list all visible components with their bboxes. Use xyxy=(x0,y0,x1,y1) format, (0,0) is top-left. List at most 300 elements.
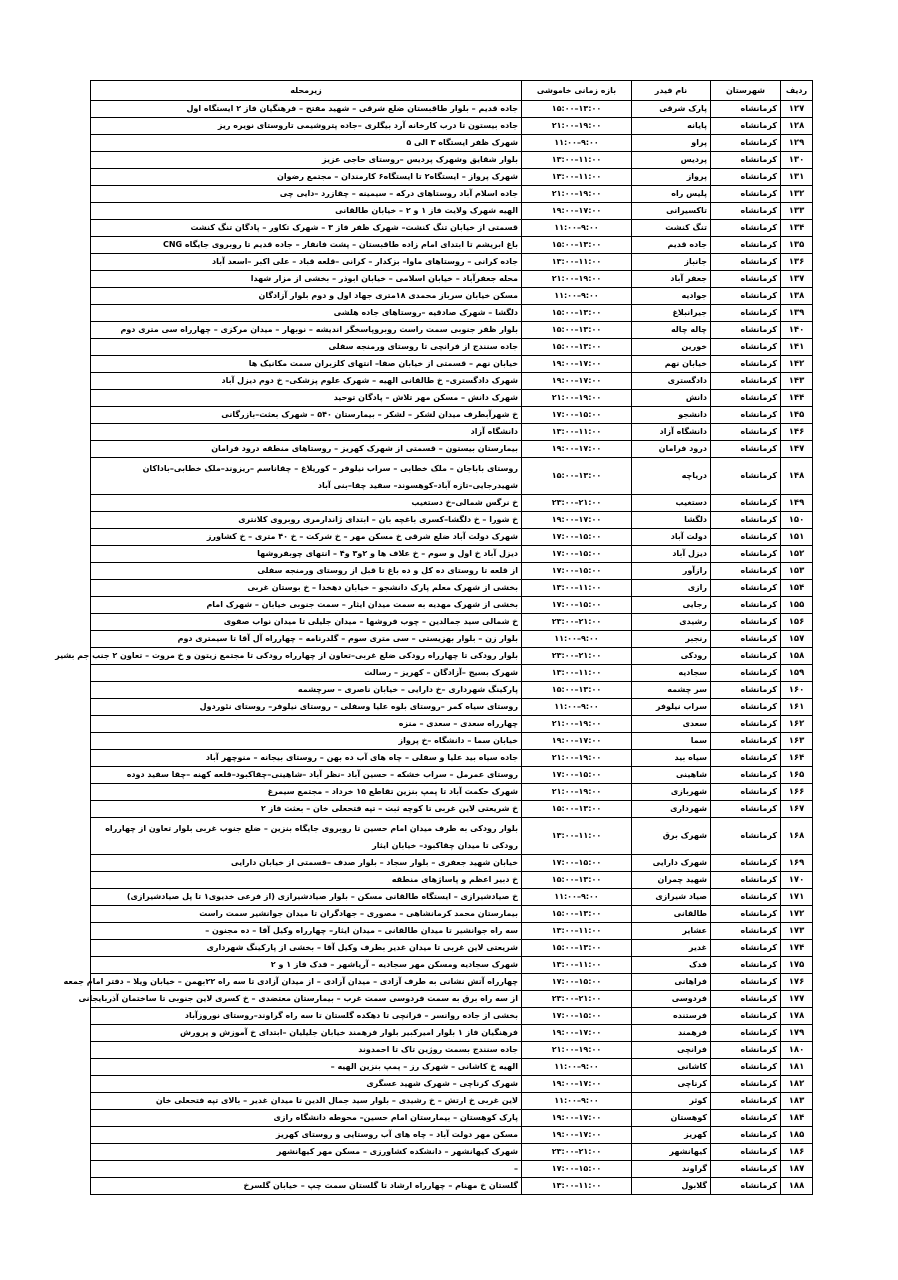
sub-area-cell: خیابان شهید جعفری – بلوار سجاد – بلوار صدف –قسمتی از خیابان دارایی xyxy=(91,855,522,872)
table-row xyxy=(91,1059,813,1076)
sub-area-cell: بخشی از جاده روانسر – فرانچی تا دهکده گلستان تا سه راه گراوند–روستای نوروزآباد xyxy=(91,1008,522,1025)
sub-area-cell: الهیه شهرک ولایت فاز ۱ و ۲ – خیابان طالقانی xyxy=(91,203,522,220)
outage-time-cell: ۹:۰۰–۱۱:۰۰ xyxy=(522,889,632,906)
city-cell: کرمانشاه xyxy=(711,1076,781,1093)
outage-time-cell: ۱۵:۰۰–۱۷:۰۰ xyxy=(522,1161,632,1178)
table-row xyxy=(91,631,813,648)
city-cell: کرمانشاه xyxy=(711,1127,781,1144)
table-row xyxy=(91,906,813,923)
city-cell: کرمانشاه xyxy=(711,495,781,512)
outage-time-cell: ۱۳:۰۰–۱۵:۰۰ xyxy=(522,339,632,356)
table-row xyxy=(91,441,813,458)
city-cell: کرمانشاه xyxy=(711,563,781,580)
row-number-cell: ۱۲۹ xyxy=(781,135,813,152)
feeder-name-cell: جیرانبلاغ xyxy=(632,305,711,322)
sub-area-cell: جاده کرانی – روستاهای ماوا– بزکدار – کرانی –قلعه قباد – علی اکبر –اسعد آباد xyxy=(91,254,522,271)
city-cell: کرمانشاه xyxy=(711,716,781,733)
city-cell: کرمانشاه xyxy=(711,339,781,356)
sub-area-cell: از قلعه تا روستای ده کل و ده باغ تا قبل از روستای ورمنجه سفلی xyxy=(91,563,522,580)
feeder-name-cell: دریاچه xyxy=(632,458,711,495)
row-number-cell: ۱۶۷ xyxy=(781,801,813,818)
row-number-cell: ۱۵۸ xyxy=(781,648,813,665)
sub-area-cell: از سه راه برق به سمت فردوسی سمت غرب – بیمارستان معتضدی – خ کسری لاین جنوبی تا ساختمان آذربایجانی xyxy=(91,991,522,1008)
city-cell: کرمانشاه xyxy=(711,1178,781,1195)
row-number-cell: ۱۶۴ xyxy=(781,750,813,767)
city-cell: کرمانشاه xyxy=(711,135,781,152)
feeder-name-cell: کوهستان xyxy=(632,1110,711,1127)
feeder-name-cell: شهرک برق xyxy=(632,818,711,855)
row-number-cell: ۱۶۵ xyxy=(781,767,813,784)
table-row xyxy=(91,716,813,733)
feeder-name-cell: کاشانی xyxy=(632,1059,711,1076)
city-cell: کرمانشاه xyxy=(711,322,781,339)
outage-time-cell: ۱۷:۰۰–۱۹:۰۰ xyxy=(522,733,632,750)
city-cell: کرمانشاه xyxy=(711,1008,781,1025)
feeder-name-cell: جانباز xyxy=(632,254,711,271)
table-row xyxy=(91,203,813,220)
feeder-name-cell: دیزل آباد xyxy=(632,546,711,563)
row-number-cell: ۱۳۲ xyxy=(781,186,813,203)
table-row xyxy=(91,818,813,855)
outage-time-cell: ۱۵:۰۰–۱۷:۰۰ xyxy=(522,407,632,424)
sub-area-cell: دلگشا – شهرک صادقیه –روستاهای جاده هلشی xyxy=(91,305,522,322)
table-row xyxy=(91,339,813,356)
sub-area-cell: روستای باباجان – ملک خطابی – سراب نیلوفر – کوریلاغ – چقاناسم –ریزوند–ملک خطابی–باداکان شهیدرجایی–تازه آباد–کوهسوند– سفید چقا–بنی آباد xyxy=(91,458,522,495)
row-number-cell: ۱۸۴ xyxy=(781,1110,813,1127)
feeder-name-cell: صیاد شیرازی xyxy=(632,889,711,906)
row-number-cell: ۱۳۹ xyxy=(781,305,813,322)
table-row xyxy=(91,1144,813,1161)
table-row xyxy=(91,135,813,152)
city-cell: کرمانشاه xyxy=(711,407,781,424)
feeder-name-cell: کرناچی xyxy=(632,1076,711,1093)
row-number-cell: ۱۷۵ xyxy=(781,957,813,974)
table-row xyxy=(91,665,813,682)
city-cell: کرمانشاه xyxy=(711,597,781,614)
sub-area-cell: بیمارستان محمد کرمانشاهی – مصوری – جهادگران تا میدان جوانشیر سمت راست xyxy=(91,906,522,923)
feeder-name-cell: سر چشمه xyxy=(632,682,711,699)
row-number-cell: ۱۴۸ xyxy=(781,458,813,495)
feeder-name-cell: تاکسیرانی xyxy=(632,203,711,220)
city-cell: کرمانشاه xyxy=(711,390,781,407)
outage-time-cell: ۱۹:۰۰–۲۱:۰۰ xyxy=(522,118,632,135)
sub-area-cell: بخشی از شهرک معلم پارک دانشجو – خیابان دهخدا – خ بوستان غربی xyxy=(91,580,522,597)
row-number-cell: ۱۸۵ xyxy=(781,1127,813,1144)
city-cell: کرمانشاه xyxy=(711,991,781,1008)
row-number-cell: ۱۷۰ xyxy=(781,872,813,889)
sub-area-cell: شهرک دانش – مسکن مهر تلاش – پادگان توحید xyxy=(91,390,522,407)
feeder-name-cell: دانشجو xyxy=(632,407,711,424)
outage-time-cell: ۱۷:۰۰–۱۹:۰۰ xyxy=(522,203,632,220)
table-row xyxy=(91,1110,813,1127)
feeder-name-cell: پارک شرقی xyxy=(632,101,711,118)
city-cell: کرمانشاه xyxy=(711,818,781,855)
sub-area-cell: محله جعفرآباد – خیابان اسلامی – خیابان ابوذر – بخشی از مزار شهدا xyxy=(91,271,522,288)
outage-time-cell: ۱۷:۰۰–۱۹:۰۰ xyxy=(522,373,632,390)
sub-area-cell: قسمتی از خیابان تنگ کنشت– شهرک ظفر فاز ۳ – شهرک تکاور – پادگان تنگ کنشت xyxy=(91,220,522,237)
city-cell: کرمانشاه xyxy=(711,631,781,648)
feeder-name-cell: دانش xyxy=(632,390,711,407)
city-cell: کرمانشاه xyxy=(711,940,781,957)
outage-time-cell: ۱۹:۰۰–۲۱:۰۰ xyxy=(522,716,632,733)
table-row xyxy=(91,1042,813,1059)
city-cell: کرمانشاه xyxy=(711,271,781,288)
sub-area-cell: خ شریعتی لاین غربی تا کوچه ثبت – تپه فتحعلی خان – بعثت فاز ۲ xyxy=(91,801,522,818)
table-row xyxy=(91,580,813,597)
sub-area-cell: جاده اسلام آباد روستاهای درکه – سیمینه – چقازرد –دایی چی xyxy=(91,186,522,203)
city-cell: کرمانشاه xyxy=(711,733,781,750)
outage-time-cell: ۱۷:۰۰–۱۹:۰۰ xyxy=(522,441,632,458)
outage-time-cell: ۱۳:۰۰–۱۵:۰۰ xyxy=(522,906,632,923)
outage-time-cell: ۱۹:۰۰–۲۱:۰۰ xyxy=(522,390,632,407)
outage-time-cell: ۱۱:۰۰–۱۳:۰۰ xyxy=(522,169,632,186)
table-row xyxy=(91,186,813,203)
feeder-name-cell: چاله چاله xyxy=(632,322,711,339)
row-number-cell: ۱۳۰ xyxy=(781,152,813,169)
sub-area-cell: چهارراه آتش نشانی به طرف آزادی – میدان آزادی – از میدان آزادی تا سه راه ۲۲بهمن – خیابان ویلا – دفتر امام جمعه xyxy=(91,974,522,991)
sub-area-cell: جاده سنندج بسمت روژین تاک تا احمدوند xyxy=(91,1042,522,1059)
sub-area-cell: خ شورا – خ دلگشا–کسری باغچه بان – ابتدای ژاندارمری روبروی کلانتری xyxy=(91,512,522,529)
table-row xyxy=(91,237,813,254)
feeder-name-cell: جعفر آباد xyxy=(632,271,711,288)
table-row xyxy=(91,390,813,407)
city-cell: کرمانشاه xyxy=(711,101,781,118)
city-cell: کرمانشاه xyxy=(711,169,781,186)
table-row xyxy=(91,169,813,186)
row-number-cell: ۱۷۳ xyxy=(781,923,813,940)
sub-area-cell: بلوار زن – بلوار بهزیستی – سی متری سوم – گلدرنامه – چهارراه آل آقا تا سیمتری دوم xyxy=(91,631,522,648)
sub-area-cell: جاده سنندج از فرانچی تا روستای ورمنجه سفلی xyxy=(91,339,522,356)
table-row xyxy=(91,373,813,390)
sub-area-cell: شهرک کرناچی – شهرک شهید عسگری xyxy=(91,1076,522,1093)
row-number-cell: ۱۷۹ xyxy=(781,1025,813,1042)
table-row xyxy=(91,495,813,512)
feeder-name-cell: کیهانشهر xyxy=(632,1144,711,1161)
city-cell: کرمانشاه xyxy=(711,1042,781,1059)
feeder-name-cell: غدیر xyxy=(632,940,711,957)
feeder-name-cell: دستغیب xyxy=(632,495,711,512)
sub-area-cell: بیمارستان بیستون – قسمتی از شهرک کهریز – روستاهای منطقه درود فرامان xyxy=(91,441,522,458)
city-cell: کرمانشاه xyxy=(711,580,781,597)
outage-time-cell: ۱۹:۰۰–۲۱:۰۰ xyxy=(522,784,632,801)
feeder-name-cell: فرانچی xyxy=(632,1042,711,1059)
sub-area-cell: خ نرگس شمالی–خ دستغیب xyxy=(91,495,522,512)
outage-time-cell: ۱۱:۰۰–۱۳:۰۰ xyxy=(522,254,632,271)
table-row xyxy=(91,733,813,750)
outage-time-cell: ۲۱:۰۰–۲۳:۰۰ xyxy=(522,648,632,665)
outage-time-cell: ۱۹:۰۰–۲۱:۰۰ xyxy=(522,750,632,767)
table-row xyxy=(91,855,813,872)
row-number-cell: ۱۵۱ xyxy=(781,529,813,546)
city-cell: کرمانشاه xyxy=(711,699,781,716)
outage-time-cell: ۱۷:۰۰–۱۹:۰۰ xyxy=(522,1127,632,1144)
table-body xyxy=(55,101,813,1195)
outage-time-cell: ۱۵:۰۰–۱۷:۰۰ xyxy=(522,546,632,563)
table-row xyxy=(91,254,813,271)
city-cell: کرمانشاه xyxy=(711,957,781,974)
feeder-name-cell: فرستنده xyxy=(632,1008,711,1025)
outage-time-cell: ۱۳:۰۰–۱۵:۰۰ xyxy=(522,101,632,118)
table-row xyxy=(91,889,813,906)
table-row xyxy=(91,872,813,889)
city-cell: کرمانشاه xyxy=(711,872,781,889)
feeder-name-cell: خیابان نهم xyxy=(632,356,711,373)
sub-area-cell: مسکن خیابان سرباز محمدی ۱۸متری جهاد اول و دوم بلوار آزادگان xyxy=(91,288,522,305)
row-number-cell: ۱۴۹ xyxy=(781,495,813,512)
outage-time-cell: ۲۱:۰۰–۲۳:۰۰ xyxy=(522,1144,632,1161)
outage-time-cell: ۱۱:۰۰–۱۳:۰۰ xyxy=(522,580,632,597)
table-row xyxy=(91,750,813,767)
row-number-cell: ۱۷۴ xyxy=(781,940,813,957)
sub-area-cell: مسکن مهر دولت آباد – چاه های آب روستایی و روستای کهریز xyxy=(91,1127,522,1144)
sub-area-cell: روستای سیاه کمر –روستای بلوه علیا وسفلی – روستای نیلوفر– روستای نئوردول xyxy=(91,699,522,716)
table-row xyxy=(91,305,813,322)
table-row xyxy=(91,356,813,373)
table-row xyxy=(91,152,813,169)
feeder-name-cell: فراهانی xyxy=(632,974,711,991)
outage-time-cell: ۱۱:۰۰–۱۳:۰۰ xyxy=(522,957,632,974)
row-number-cell: ۱۷۸ xyxy=(781,1008,813,1025)
row-number-cell: ۱۶۸ xyxy=(781,818,813,855)
row-number-cell: ۱۵۷ xyxy=(781,631,813,648)
row-number-cell: ۱۵۴ xyxy=(781,580,813,597)
table-row xyxy=(91,458,813,495)
city-cell: کرمانشاه xyxy=(711,546,781,563)
row-number-cell: ۱۳۶ xyxy=(781,254,813,271)
row-number-cell: ۱۴۷ xyxy=(781,441,813,458)
row-number-cell: ۱۶۱ xyxy=(781,699,813,716)
sub-area-cell: الهیه خ کاشانی – شهرک رز – پمپ بنزین الهیه – xyxy=(91,1059,522,1076)
table-row xyxy=(91,1127,813,1144)
outage-table xyxy=(55,80,813,1195)
outage-time-cell: ۱۵:۰۰–۱۷:۰۰ xyxy=(522,974,632,991)
table-row xyxy=(91,767,813,784)
outage-time-cell: ۱۱:۰۰–۱۳:۰۰ xyxy=(522,424,632,441)
city-cell: کرمانشاه xyxy=(711,784,781,801)
city-cell: کرمانشاه xyxy=(711,889,781,906)
outage-time-cell: ۱۳:۰۰–۱۵:۰۰ xyxy=(522,305,632,322)
row-number-cell: ۱۴۵ xyxy=(781,407,813,424)
city-cell: کرمانشاه xyxy=(711,682,781,699)
row-number-cell: ۱۵۹ xyxy=(781,665,813,682)
table-header-row xyxy=(91,81,813,101)
feeder-name-cell: پراو xyxy=(632,135,711,152)
sub-area-cell: خ دبیر اعظم و پاساژهای منطقه xyxy=(91,872,522,889)
city-cell: کرمانشاه xyxy=(711,801,781,818)
table-row xyxy=(91,682,813,699)
outage-time-cell: ۹:۰۰–۱۱:۰۰ xyxy=(522,699,632,716)
outage-time-cell: ۱۵:۰۰–۱۷:۰۰ xyxy=(522,597,632,614)
outage-time-cell: ۲۱:۰۰–۲۳:۰۰ xyxy=(522,495,632,512)
row-number-cell: ۱۷۱ xyxy=(781,889,813,906)
outage-time-cell: ۱۳:۰۰–۱۵:۰۰ xyxy=(522,940,632,957)
outage-time-cell: ۹:۰۰–۱۱:۰۰ xyxy=(522,220,632,237)
table-row xyxy=(91,957,813,974)
row-number-cell: ۱۸۸ xyxy=(781,1178,813,1195)
city-cell: کرمانشاه xyxy=(711,186,781,203)
feeder-name-cell: رشیدی xyxy=(632,614,711,631)
sub-area-cell: لاین غربی خ ارتش – خ رشیدی – بلوار سید جمال الدین تا میدان غدیر – بالای تپه فتحعلی خان xyxy=(91,1093,522,1110)
outage-time-cell: ۱۳:۰۰–۱۵:۰۰ xyxy=(522,872,632,889)
outage-schedule-sheet xyxy=(55,80,812,1195)
table-row xyxy=(91,118,813,135)
table-row xyxy=(91,614,813,631)
table-row xyxy=(91,220,813,237)
header-city: شهرستان xyxy=(711,81,781,101)
outage-time-cell: ۱۷:۰۰–۱۹:۰۰ xyxy=(522,1076,632,1093)
sub-area-cell: شهرک دادگستری– خ طالقانی الهیه – شهرک علوم پزشکی– خ دوم دیزل آباد xyxy=(91,373,522,390)
row-number-cell: ۱۴۰ xyxy=(781,322,813,339)
table-row xyxy=(91,801,813,818)
city-cell: کرمانشاه xyxy=(711,220,781,237)
sub-area-cell: شهرک ظفر ایستگاه ۳ الی ۵ xyxy=(91,135,522,152)
feeder-name-cell: شهرک دارایی xyxy=(632,855,711,872)
table-row xyxy=(91,1178,813,1195)
header-outage-time: بازه زمانی خاموشی xyxy=(522,81,632,101)
table-row xyxy=(91,1161,813,1178)
city-cell: کرمانشاه xyxy=(711,203,781,220)
city-cell: کرمانشاه xyxy=(711,1110,781,1127)
sub-area-cell: شریعتی لاین غربی تا میدان غدیر بطرف وکیل آقا – بخشی از پارکینگ شهرداری xyxy=(91,940,522,957)
row-number-cell: ۱۳۵ xyxy=(781,237,813,254)
table-row xyxy=(91,288,813,305)
feeder-name-cell: درود فرامان xyxy=(632,441,711,458)
row-number-cell: ۱۷۶ xyxy=(781,974,813,991)
feeder-name-cell: سجادیه xyxy=(632,665,711,682)
table-row xyxy=(91,424,813,441)
sub-area-cell: فرهنگیان فاز ۱ بلوار امیرکبیر بلوار فرهمند خیابان جلیلیان –ابتدای خ آموزش و پرورش xyxy=(91,1025,522,1042)
outage-time-cell: ۱۹:۰۰–۲۱:۰۰ xyxy=(522,1042,632,1059)
sub-area-cell: بخشی از شهرک مهدیه به سمت میدان ایثار – سمت جنوبی خیابان – شهرک امام xyxy=(91,597,522,614)
table-row xyxy=(91,923,813,940)
row-number-cell: ۱۵۳ xyxy=(781,563,813,580)
sub-area-cell: روستای عمرمل – سراب خشکه – حسین آباد –نظر آباد –شاهینی–چقاکبود–قلعه کهنه –چقا سفید دوده xyxy=(91,767,522,784)
row-number-cell: ۱۳۸ xyxy=(781,288,813,305)
feeder-name-cell: جوادیه xyxy=(632,288,711,305)
row-number-cell: ۱۸۳ xyxy=(781,1093,813,1110)
table-row xyxy=(91,940,813,957)
outage-time-cell: ۱۵:۰۰–۱۷:۰۰ xyxy=(522,1008,632,1025)
city-cell: کرمانشاه xyxy=(711,152,781,169)
table-row xyxy=(91,1076,813,1093)
sub-area-cell: جاده سیاه بید علیا و سفلی – چاه های آب ده بهن – روستای بیجانه – منوچهر آباد xyxy=(91,750,522,767)
feeder-name-cell: رجایی xyxy=(632,597,711,614)
table-row xyxy=(91,546,813,563)
city-cell: کرمانشاه xyxy=(711,1093,781,1110)
row-number-cell: ۱۶۲ xyxy=(781,716,813,733)
outage-time-cell: ۱۳:۰۰–۱۵:۰۰ xyxy=(522,801,632,818)
row-number-cell: ۱۸۷ xyxy=(781,1161,813,1178)
sub-area-cell: پارک کوهستان – بیمارستان امام حسین– محوطه دانشگاه رازی xyxy=(91,1110,522,1127)
outage-time-cell: ۱۳:۰۰–۱۵:۰۰ xyxy=(522,322,632,339)
table-row xyxy=(91,271,813,288)
outage-time-cell: ۹:۰۰–۱۱:۰۰ xyxy=(522,1059,632,1076)
row-number-cell: ۱۶۹ xyxy=(781,855,813,872)
city-cell: کرمانشاه xyxy=(711,1025,781,1042)
outage-time-cell: ۱۵:۰۰–۱۷:۰۰ xyxy=(522,529,632,546)
row-number-cell: ۱۳۴ xyxy=(781,220,813,237)
city-cell: کرمانشاه xyxy=(711,441,781,458)
sub-area-cell: دانشگاه آزاد xyxy=(91,424,522,441)
feeder-name-cell: رازی xyxy=(632,580,711,597)
row-number-cell: ۱۶۶ xyxy=(781,784,813,801)
feeder-name-cell: سراب نیلوفر xyxy=(632,699,711,716)
sub-area-cell: پارکینگ شهرداری –خ دارایی – خیابان ناصری – سرچشمه xyxy=(91,682,522,699)
row-number-cell: ۱۵۲ xyxy=(781,546,813,563)
city-cell: کرمانشاه xyxy=(711,614,781,631)
table-row xyxy=(91,648,813,665)
outage-time-cell: ۹:۰۰–۱۱:۰۰ xyxy=(522,631,632,648)
table-row xyxy=(91,512,813,529)
row-number-cell: ۱۳۱ xyxy=(781,169,813,186)
feeder-name-cell: شهربازی xyxy=(632,784,711,801)
outage-time-cell: ۱۵:۰۰–۱۷:۰۰ xyxy=(522,563,632,580)
city-cell: کرمانشاه xyxy=(711,906,781,923)
row-number-cell: ۱۸۶ xyxy=(781,1144,813,1161)
outage-time-cell: ۱۷:۰۰–۱۹:۰۰ xyxy=(522,356,632,373)
outage-time-cell: ۱۳:۰۰–۱۵:۰۰ xyxy=(522,682,632,699)
outage-time-cell: ۱۹:۰۰–۲۱:۰۰ xyxy=(522,271,632,288)
table-row xyxy=(91,699,813,716)
row-number-cell: ۱۵۰ xyxy=(781,512,813,529)
row-number-cell: ۱۴۱ xyxy=(781,339,813,356)
table-row xyxy=(91,1025,813,1042)
sub-area-cell: شهرک دولت آباد ضلع شرقی خ مسکن مهر – خ شرکت – خ ۴۰ متری – خ کشاورز xyxy=(91,529,522,546)
sub-area-cell: چهارراه سعدی – سعدی – منزه xyxy=(91,716,522,733)
row-number-cell: ۱۸۲ xyxy=(781,1076,813,1093)
city-cell: کرمانشاه xyxy=(711,512,781,529)
row-number-cell: ۱۵۵ xyxy=(781,597,813,614)
feeder-name-cell: پلیس راه xyxy=(632,186,711,203)
sub-area-cell: بلوار رودکی تا چهارراه رودکی ضلع غربی–تعاون از چهارراه رودکی تا مجتمع زیتون و خ مروت – تعاون ۲ جنب جم بشیر xyxy=(91,648,522,665)
city-cell: کرمانشاه xyxy=(711,237,781,254)
row-number-cell: ۱۴۳ xyxy=(781,373,813,390)
outage-time-cell: ۱۵:۰۰–۱۷:۰۰ xyxy=(522,855,632,872)
outage-time-cell: ۱۳:۰۰–۱۵:۰۰ xyxy=(522,458,632,495)
row-number-cell: ۱۳۷ xyxy=(781,271,813,288)
feeder-name-cell: گلابول xyxy=(632,1178,711,1195)
table-row xyxy=(91,1008,813,1025)
outage-time-cell: ۹:۰۰–۱۱:۰۰ xyxy=(522,1093,632,1110)
header-sub-area: زیرمحله xyxy=(91,81,522,101)
feeder-name-cell: پردیس xyxy=(632,152,711,169)
feeder-name-cell: سیاه بید xyxy=(632,750,711,767)
outage-time-cell: ۱۳:۰۰–۱۵:۰۰ xyxy=(522,237,632,254)
feeder-name-cell: سما xyxy=(632,733,711,750)
outage-time-cell: ۹:۰۰–۱۱:۰۰ xyxy=(522,288,632,305)
city-cell: کرمانشاه xyxy=(711,750,781,767)
city-cell: کرمانشاه xyxy=(711,923,781,940)
city-cell: کرمانشاه xyxy=(711,305,781,322)
row-number-cell: ۱۶۳ xyxy=(781,733,813,750)
feeder-name-cell: شاهینی xyxy=(632,767,711,784)
sub-area-cell: شهرک بسیج –آزادگان – کهریز – رسالت xyxy=(91,665,522,682)
table-row xyxy=(91,991,813,1008)
outage-time-cell: ۱۱:۰۰–۱۳:۰۰ xyxy=(522,818,632,855)
sub-area-cell: شهرک کیهانشهر – دانشکده کشاورزی – مسکن مهر کیهانشهر xyxy=(91,1144,522,1161)
feeder-name-cell: گراوند xyxy=(632,1161,711,1178)
feeder-name-cell: کوثر xyxy=(632,1093,711,1110)
outage-time-cell: ۱۷:۰۰–۱۹:۰۰ xyxy=(522,1025,632,1042)
feeder-name-cell: فردوسی xyxy=(632,991,711,1008)
city-cell: کرمانشاه xyxy=(711,424,781,441)
sub-area-cell: دیزل آباد خ اول و سوم – خ علاف ها و ۲و۳ و۴ – انتهای چوبفروشها xyxy=(91,546,522,563)
sub-area-cell: بلوار شقایق وشهرک پردیس –روستای حاجی عزیز xyxy=(91,152,522,169)
outage-time-cell: ۱۷:۰۰–۱۹:۰۰ xyxy=(522,1110,632,1127)
feeder-name-cell: دولت آباد xyxy=(632,529,711,546)
sub-area-cell: شهرک پرواز – ایستگاه۲ تا ایستگاه۶ کارمندان – مجتمع رضوان xyxy=(91,169,522,186)
sub-area-cell: شهرک سجادیه ومسکن مهر سجادیه – آریاشهر – فدک فاز ۱ و ۲ xyxy=(91,957,522,974)
